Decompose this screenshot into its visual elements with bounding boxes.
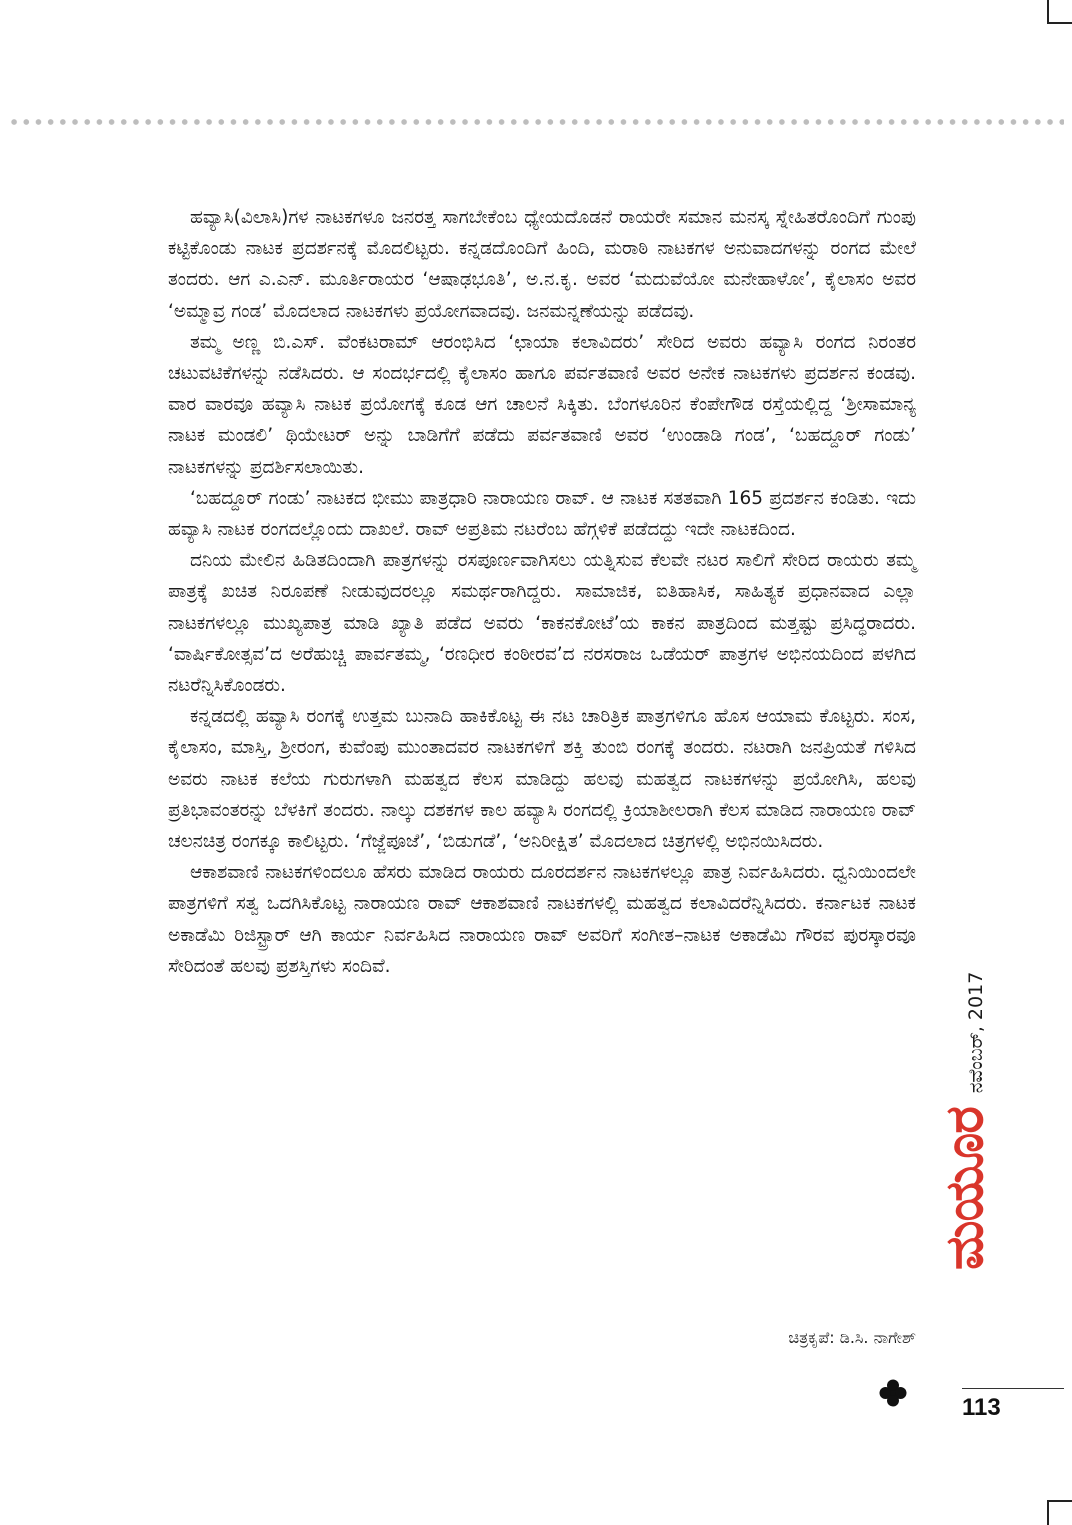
photo-credit: ಚಿತ್ರಕೃಪೆ: ಡಿ.ಸಿ. ನಾಗೇಶ್ <box>788 1328 916 1347</box>
crop-mark-bottom-right <box>1047 1500 1049 1525</box>
page-number: 113 <box>962 1394 1001 1421</box>
article-body <box>168 202 916 982</box>
paragraph: ‘ಬಹದ್ದೂರ್ ಗಂಡು’ ನಾಟಕದ ಭೀಮು ಪಾತ್ರಧಾರಿ ನಾರಾಯಣ ರಾವ್. ಆ ನಾಟಕ ಸತತವಾಗಿ 165 ಪ್ರದರ್ಶನ ಕಂಡಿತು. ಇದು ಹವ್ಯಾಸಿ ನಾಟಕ ರಂಗದಲ್ಲೊಂದು ದಾಖಲೆ. ರಾವ್ ಅಪ್ರತಿಮ ನಟರೆಂಬ ಹೆಗ್ಗಳಿಕೆ ಪಡೆದದ್ದು ಇದೇ ನಾಟಕದಿಂದ. <box>168 487 916 541</box>
paragraph: ಕನ್ನಡದಲ್ಲಿ ಹವ್ಯಾಸಿ ರಂಗಕ್ಕೆ ಉತ್ತಮ ಬುನಾದಿ ಹಾಕಿಕೊಟ್ಟ ಈ ನಟ ಚಾರಿತ್ರಿಕ ಪಾತ್ರಗಳಿಗೂ ಹೊಸ ಆಯಾಮ ಕೊಟ್ಟರು. ಸಂಸ, ಕೈಲಾಸಂ, ಮಾಸ್ತಿ, ಶ್ರೀರಂಗ, ಕುವೆಂಪು ಮುಂತಾದವರ ನಾಟಕಗಳಿಗೆ ಶಕ್ತಿ ತುಂಬಿ ರಂಗಕ್ಕೆ ತಂದರು. ನಟರಾಗಿ ಜನಪ್ರಿಯತೆ ಗಳಿಸಿದ ಅವರು ನಾಟಕ ಕಲೆಯ ಗುರುಗಳಾಗಿ ಮಹತ್ವದ ಕೆಲಸ ಮಾಡಿದ್ದು ಹಲವು ಮಹತ್ವದ ನಾಟಕಗಳನ್ನು ಪ್ರಯೋಗಿಸಿ, ಹಲವು ಪ್ರತಿಭಾವಂತರನ್ನು ಬೆಳಕಿಗೆ ತಂದರು. ನಾಲ್ಕು ದಶಕಗಳ ಕಾಲ ಹವ್ಯಾಸಿ ರಂಗದಲ್ಲಿ ಕ್ರಿಯಾಶೀಲರಾಗಿ ಕೆಲಸ ಮಾಡಿದ ನಾರಾಯಣ ರಾವ್ ಚಲನಚಿತ್ರ ರಂಗಕ್ಕೂ ಕಾಲಿಟ್ಟರು. ‘ಗೆಜ್ಜೆಪೂಜೆ’, ‘ಬಿಡುಗಡೆ’, ‘ಅನಿರೀಕ್ಷಿತ’ ಮೊದಲಾದ ಚಿತ್ರಗಳಲ್ಲಿ ಅಭಿನಯಿಸಿದರು. <box>168 706 916 853</box>
paragraph: ಹವ್ಯಾಸಿ(ವಿಲಾಸಿ)ಗಳ ನಾಟಕಗಳೂ ಜನರತ್ತ ಸಾಗಬೇಕೆಂಬ ಧ್ಯೇಯದೊಡನೆ ರಾಯರೇ ಸಮಾನ ಮನಸ್ಕ ಸ್ನೇಹಿತರೊಂದಿಗೆ ಗುಂಪು ಕಟ್ಟಿಕೊಂಡು ನಾಟಕ ಪ್ರದರ್ಶನಕ್ಕೆ ಮೊದಲಿಟ್ಟರು. ಕನ್ನಡದೊಂದಿಗೆ ಹಿಂದಿ, ಮರಾಠಿ ನಾಟಕಗಳ ಅನುವಾದಗಳನ್ನು ರಂಗದ ಮೇಲೆ ತಂದರು. ಆಗ ಎ.ಎನ್. ಮೂರ್ತಿರಾಯರ ‘ಆಷಾಢಭೂತಿ’, ಅ.ನ.ಕೃ. ಅವರ ‘ಮದುವೆಯೋ ಮನೇಹಾಳೋ’, ಕೈಲಾಸಂ ಅವರ ‘ಅಮ್ಮಾವ್ರ ಗಂಡ’ ಮೊದಲಾದ ನಾಟಕಗಳು ಪ್ರಯೋಗವಾದವು. ಜನಮನ್ನಣೆಯನ್ನು ಪಡೆದವು. <box>168 207 916 322</box>
clover-ornament-icon <box>878 1378 908 1408</box>
crop-mark-bottom-right-h <box>1047 1500 1072 1502</box>
dotted-rule <box>8 118 1064 126</box>
magazine-name: ಮಯೂರ <box>935 1107 995 1270</box>
paragraph: ದನಿಯ ಮೇಲಿನ ಹಿಡಿತದಿಂದಾಗಿ ಪಾತ್ರಗಳನ್ನು ರಸಪೂರ್ಣವಾಗಿಸಲು ಯತ್ನಿಸುವ ಕೆಲವೇ ನಟರ ಸಾಲಿಗೆ ಸೇರಿದ ರಾಯರು ತಮ್ಮ ಪಾತ್ರಕ್ಕೆ ಖಚಿತ ನಿರೂಪಣೆ ನೀಡುವುದರಲ್ಲೂ ಸಮರ್ಥರಾಗಿದ್ದರು. ಸಾಮಾಜಿಕ, ಐತಿಹಾಸಿಕ, ಸಾಹಿತ್ಯಕ ಪ್ರಧಾನವಾದ ಎಲ್ಲಾ ನಾಟಕಗಳಲ್ಲೂ ಮುಖ್ಯಪಾತ್ರ ಮಾಡಿ ಖ್ಯಾತಿ ಪಡೆದ ಅವರು ‘ಕಾಕನಕೋಟೆ’ಯ ಕಾಕನ ಪಾತ್ರದಿಂದ ಮತ್ತಷ್ಟು ಪ್ರಸಿದ್ಧರಾದರು. ‘ವಾರ್ಷಿಕೋತ್ಸವ’ದ ಅರೆಹುಚ್ಚಿ ಪಾರ್ವತಮ್ಮ, ‘ರಣಧೀರ ಕಂಠೀರವ’ದ ನರಸರಾಜ ಒಡೆಯರ್ ಪಾತ್ರಗಳ ಅಭಿನಯದಿಂದ ಪಳಗಿದ ನಟರೆನ್ನಿಸಿಕೊಂಡರು. <box>168 550 916 697</box>
issue-date: ನವೆಂಬರ್, 2017 <box>965 971 987 1094</box>
magazine-masthead-vertical <box>935 972 996 1270</box>
paragraph: ತಮ್ಮ ಅಣ್ಣ ಬಿ.ಎಸ್. ವೆಂಕಟರಾಮ್ ಆರಂಭಿಸಿದ ‘ಛಾಯಾ ಕಲಾವಿದರು’ ಸೇರಿದ ಅವರು ಹವ್ಯಾಸಿ ರಂಗದ ನಿರಂತರ ಚಟುವಟಿಕೆಗಳನ್ನು ನಡೆಸಿದರು. ಆ ಸಂದರ್ಭದಲ್ಲಿ ಕೈಲಾಸಂ ಹಾಗೂ ಪರ್ವತವಾಣಿ ಅವರ ಅನೇಕ ನಾಟಕಗಳು ಪ್ರದರ್ಶನ ಕಂಡವು. ವಾರ ವಾರವೂ ಹವ್ಯಾಸಿ ನಾಟಕ ಪ್ರಯೋಗಕ್ಕೆ ಕೂಡ ಆಗ ಚಾಲನೆ ಸಿಕ್ಕಿತು. ಬೆಂಗಳೂರಿನ ಕೆಂಪೇಗೌಡ ರಸ್ತೆಯಲ್ಲಿದ್ದ ‘ಶ್ರೀಸಾಮಾನ್ಯ ನಾಟಕ ಮಂಡಲಿ’ ಥಿಯೇಟರ್ ಅನ್ನು ಬಾಡಿಗೆಗೆ ಪಡೆದು ಪರ್ವತವಾಣಿ ಅವರ ‘ಉಂಡಾಡಿ ಗಂಡ’, ‘ಬಹದ್ದೂರ್ ಗಂಡು’ ನಾಟಕಗಳನ್ನು ಪ್ರದರ್ಶಿಸಲಾಯಿತು. <box>168 331 916 478</box>
crop-mark-top-right-h <box>1047 22 1072 24</box>
crop-mark-top-right <box>1047 0 1049 24</box>
folio-rule <box>962 1388 1064 1389</box>
paragraph: ಆಕಾಶವಾಣಿ ನಾಟಕಗಳಿಂದಲೂ ಹೆಸರು ಮಾಡಿದ ರಾಯರು ದೂರದರ್ಶನ ನಾಟಕಗಳಲ್ಲೂ ಪಾತ್ರ ನಿರ್ವಹಿಸಿದರು. ಧ್ವನಿಯಿಂದಲೇ ಪಾತ್ರಗಳಿಗೆ ಸತ್ವ ಒದಗಿಸಿಕೊಟ್ಟ ನಾರಾಯಣ ರಾವ್ ಆಕಾಶವಾಣಿ ನಾಟಕಗಳಲ್ಲಿ ಮಹತ್ವದ ಕಲಾವಿದರೆನ್ನಿಸಿದರು. ಕರ್ನಾಟಕ ನಾಟಕ ಅಕಾಡೆಮಿ ರಿಜಿಸ್ಟ್ರಾರ್ ಆಗಿ ಕಾರ್ಯ ನಿರ್ವಹಿಸಿದ ನಾರಾಯಣ ರಾವ್ ಅವರಿಗೆ ಸಂಗೀತ–ನಾಟಕ ಅಕಾಡೆಮಿ ಗೌರವ ಪುರಸ್ಕಾರವೂ ಸೇರಿದಂತೆ ಹಲವು ಪ್ರಶಸ್ತಿಗಳು ಸಂದಿವೆ. <box>168 862 916 977</box>
